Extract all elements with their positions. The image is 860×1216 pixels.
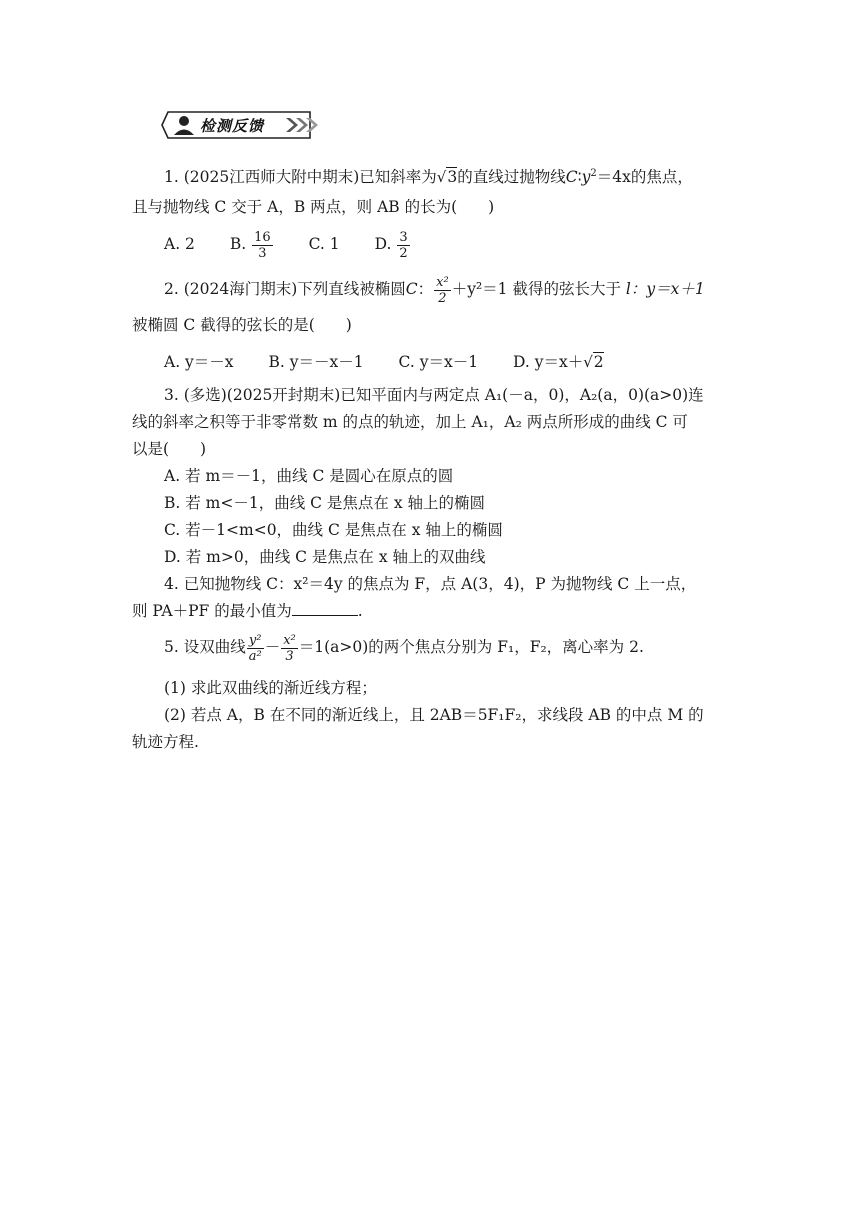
q3-option-d: D. 若 m>0，曲线 C 是焦点在 x 轴上的双曲线 — [164, 548, 486, 566]
q5-frac1-num: y² — [247, 633, 264, 649]
q1-eq-rhs: ＝4x — [596, 168, 631, 186]
q5-sub2-line1: (2) 若点 A，B 在不同的渐近线上，且 2AB＝5F₁F₂，求线段 AB 的中点 M 的 — [164, 706, 704, 724]
q1-sqrt-value: 3 — [447, 168, 458, 186]
q3-line3: 以是( ) — [132, 440, 207, 458]
q2-text-a: 2. (2024海门期末)下列直线被椭圆 — [164, 280, 406, 298]
q5-frac2-num: x² — [283, 632, 296, 648]
q1-option-b-fraction — [252, 230, 273, 261]
q5-sub2-line2: 轨迹方程. — [132, 733, 199, 751]
q5-fraction-1 — [247, 633, 264, 664]
q5-minus: － — [264, 638, 281, 656]
section-header — [160, 108, 320, 142]
q2-fraction — [434, 275, 451, 306]
q2-text-b: ＋y²＝1 截得的弦长大于 — [451, 280, 621, 298]
q5-frac1-den: a² — [248, 648, 262, 664]
q2-colon: ： — [417, 280, 434, 298]
q2-line1 — [164, 274, 705, 306]
q1-colon: ∶ — [577, 168, 582, 186]
q2-option-b: B. y＝－x－1 — [268, 353, 364, 371]
section-title: 检测反馈 — [200, 117, 265, 135]
q2-options — [164, 351, 634, 373]
q3-option-c: C. 若－1<m<0，曲线 C 是焦点在 x 轴上的椭圆 — [164, 521, 503, 539]
q3-line2: 线的斜率之积等于非零常数 m 的点的轨迹，加上 A₁，A₂ 两点所形成的曲线 C 可 — [132, 413, 688, 431]
q3-line1: 3. (多选)(2025开封期末)已知平面内与两定点 A₁(－a，0)，A₂(a，0)(a>0)连 — [164, 386, 704, 404]
q5-sub1: (1) 求此双曲线的渐近线方程； — [164, 679, 377, 697]
q1-text-b: 的直线过抛物线 — [457, 168, 566, 186]
q5-line1 — [164, 630, 644, 664]
q4-line1: 4. 已知抛物线 C：x²＝4y 的焦点为 F，点 A(3，4)，P 为抛物线 C 上一点， — [164, 575, 697, 593]
q1-option-d-num: 3 — [399, 229, 408, 245]
q5-text-b: ＝1(a>0)的两个焦点分别为 F₁，F₂，离心率为 2. — [298, 638, 644, 656]
q1-option-d-den: 2 — [399, 245, 408, 261]
q4-text: 则 PA＋PF 的最小值为 — [132, 602, 292, 620]
q1-option-a: A. 2 — [164, 235, 195, 253]
q2-curve-name: C — [405, 280, 418, 298]
q2-option-d — [513, 351, 604, 373]
q1-curve-name: C — [565, 168, 578, 186]
q1-var-y: y — [581, 168, 591, 186]
q1-option-c: C. 1 — [308, 235, 340, 253]
q2-line2: 被椭圆 C 截得的弦长的是( ) — [132, 316, 352, 334]
q1-exponent: 2 — [590, 168, 597, 179]
q5-frac2-den: 3 — [285, 648, 294, 664]
q2-frac-den: 2 — [438, 290, 447, 306]
answer-blank[interactable] — [292, 601, 358, 616]
q1-option-b-den: 3 — [258, 245, 267, 261]
q1-options — [164, 229, 441, 261]
q2-line-l: l：y＝x＋1 — [625, 280, 705, 298]
q4-period: . — [357, 602, 363, 620]
q2-option-d-sqrt: 2 — [593, 353, 604, 371]
q2-option-c: C. y＝x－1 — [398, 353, 479, 371]
q3-option-a: A. 若 m＝－1，曲线 C 是圆心在原点的圆 — [164, 467, 454, 485]
q1-option-d-fraction — [397, 230, 409, 261]
q5-fraction-2 — [281, 633, 298, 664]
q2-option-d-text: D. y＝x＋ — [513, 353, 584, 371]
q1-line1 — [164, 163, 693, 188]
sqrt-icon: √ — [583, 353, 593, 371]
q5-text-a: 5. 设双曲线 — [164, 638, 246, 656]
q1-text-a: 1. (2025江西师大附中期末)已知斜率为 — [164, 168, 437, 186]
q1-option-d-label: D. — [374, 235, 392, 253]
q2-frac-num: x² — [436, 274, 449, 290]
q1-option-b — [230, 229, 274, 261]
q1-option-d — [375, 229, 411, 261]
q1-line2: 且与抛物线 C 交于 A，B 两点，则 AB 的长为( ) — [132, 198, 495, 216]
q1-text-c: 的焦点， — [630, 168, 693, 186]
q1-option-b-num: 16 — [254, 229, 271, 245]
q3-option-b: B. 若 m<－1，曲线 C 是焦点在 x 轴上的椭圆 — [164, 494, 486, 512]
q1-option-b-label: B. — [229, 235, 247, 253]
q4-line2 — [132, 600, 363, 622]
q2-option-a: A. y＝－x — [164, 353, 234, 371]
sqrt-icon: √ — [436, 168, 447, 186]
